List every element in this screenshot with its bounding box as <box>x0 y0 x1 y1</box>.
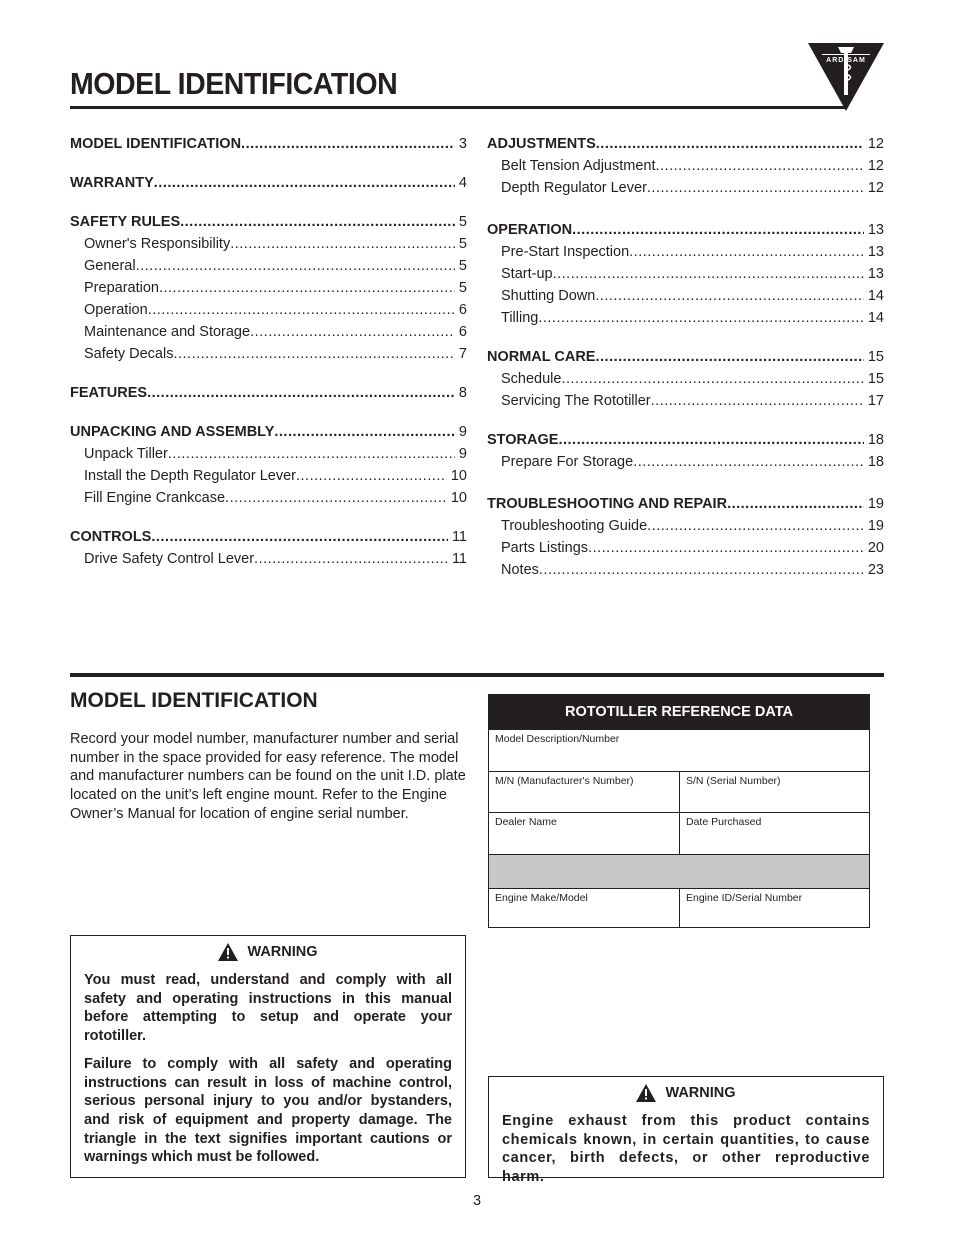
toc-entry-page: 6 <box>458 324 467 340</box>
toc-entry[interactable] <box>70 255 467 277</box>
toc-entry[interactable] <box>70 526 467 548</box>
toc-entry-page: 9 <box>458 446 467 462</box>
toc-entry[interactable] <box>487 559 884 581</box>
toc-entry-label: MODEL IDENTIFICATION <box>70 136 242 152</box>
toc-entry[interactable] <box>487 307 884 329</box>
toc-entry[interactable] <box>70 133 467 155</box>
reference-table-title: ROTOTILLER REFERENCE DATA <box>489 695 869 729</box>
toc-entry[interactable] <box>487 241 884 263</box>
toc-entry[interactable] <box>487 219 884 241</box>
ardisam-logo-icon <box>808 43 884 111</box>
page-number: 3 <box>472 1193 482 1209</box>
serial-number-field[interactable]: S/N (Serial Number) <box>679 771 869 812</box>
toc-entry-page: 4 <box>458 175 467 191</box>
toc-entry-label: Fill Engine Crankcase <box>84 490 226 506</box>
toc-entry-label: UNPACKING AND ASSEMBLY <box>70 424 275 440</box>
toc-entry-page: 19 <box>867 518 884 534</box>
toc-entry[interactable] <box>487 493 884 515</box>
toc-entry-page: 13 <box>867 266 884 282</box>
engine-serial-field[interactable]: Engine ID/Serial Number <box>679 888 869 927</box>
warning-paragraph: Engine exhaust from this product contains chemicals known, in certain quantities, to cause cancer, birth defects, or other reproductive harm. <box>502 1113 870 1186</box>
toc-entry-page: 10 <box>450 490 467 506</box>
toc-entry-label: FEATURES <box>70 385 148 401</box>
toc-entry[interactable] <box>487 263 884 285</box>
section-heading: MODEL IDENTIFICATION <box>70 689 318 712</box>
reference-data-table <box>488 694 870 928</box>
toc-entry-page: 12 <box>867 180 884 196</box>
toc-entry[interactable] <box>70 343 467 365</box>
toc-entry-label: Servicing The Rototiller <box>501 393 651 409</box>
toc-entry[interactable] <box>487 390 884 412</box>
warning-triangle-icon <box>636 1084 656 1102</box>
toc-entry-page: 12 <box>867 136 884 152</box>
toc-entry-page: 23 <box>867 562 884 578</box>
toc-entry-label: Troubleshooting Guide <box>501 518 648 534</box>
toc-entry[interactable] <box>487 451 884 473</box>
toc-entry[interactable] <box>70 548 467 570</box>
warning-heading <box>502 1083 870 1103</box>
toc-entry-label: Shutting Down <box>501 288 596 304</box>
title-divider <box>70 106 846 109</box>
toc-entry-label: Operation <box>84 302 148 318</box>
dealer-name-field[interactable]: Dealer Name <box>489 812 679 854</box>
date-purchased-field[interactable]: Date Purchased <box>679 812 869 854</box>
toc-entry[interactable] <box>487 537 884 559</box>
toc-entry[interactable] <box>70 233 467 255</box>
toc-entry-label: NORMAL CARE <box>487 349 596 365</box>
intro-paragraph: Record your model number, manufacturer number and serial number in the space provided for easy reference. The model and manufacturer numbers can be found on the unit I.D. plate located on the unit’s left engine mount. Refer to the Engine Owner’s Manual for location of engine serial number. <box>70 731 466 822</box>
warning-title: WARNING <box>247 944 318 960</box>
toc-entry-page: 13 <box>867 244 884 260</box>
toc-entry[interactable] <box>70 211 467 233</box>
toc-entry[interactable] <box>487 429 884 451</box>
toc-entry-label: ADJUSTMENTS <box>487 136 596 152</box>
warning-heading <box>84 942 452 962</box>
toc-entry-label: Drive Safety Control Lever <box>84 551 255 567</box>
toc-entry-page: 19 <box>867 496 884 512</box>
warning-triangle-icon <box>218 943 238 961</box>
toc-entry-label: WARRANTY <box>70 175 154 191</box>
manufacturer-number-field[interactable]: M/N (Manufacturer's Number) <box>489 771 679 812</box>
toc-entry-label: Prepare For Storage <box>501 454 634 470</box>
toc-entry-page: 7 <box>458 346 467 362</box>
toc-entry-label: Start-up <box>501 266 553 282</box>
toc-entry-page: 15 <box>867 349 884 365</box>
toc-entry-label: Install the Depth Regulator Lever <box>84 468 296 484</box>
toc-entry-label: Owner's Responsibility <box>84 236 231 252</box>
logo-text: ARDISAM <box>826 57 866 64</box>
toc-entry-page: 9 <box>458 424 467 440</box>
toc-entry-label: STORAGE <box>487 432 559 448</box>
toc-entry[interactable] <box>70 487 467 509</box>
toc-entry[interactable] <box>487 346 884 368</box>
toc-entry[interactable] <box>70 443 467 465</box>
toc-entry[interactable] <box>487 155 884 177</box>
toc-entry-label: CONTROLS <box>70 529 152 545</box>
warning-title: WARNING <box>665 1085 736 1101</box>
toc-entry-label: TROUBLESHOOTING AND REPAIR <box>487 496 728 512</box>
section-divider <box>70 673 884 677</box>
toc-entry-page: 8 <box>458 385 467 401</box>
toc-entry-page: 17 <box>867 393 884 409</box>
toc-entry-label: Unpack Tiller <box>84 446 168 462</box>
toc-entry-label: Depth Regulator Lever <box>501 180 647 196</box>
toc-entry[interactable] <box>70 465 467 487</box>
toc-entry-page: 18 <box>867 432 884 448</box>
safety-warning-box <box>70 935 466 1178</box>
engine-make-model-field[interactable]: Engine Make/Model <box>489 888 679 927</box>
toc-entry-page: 15 <box>867 371 884 387</box>
toc-entry-page: 5 <box>458 280 467 296</box>
toc-entry[interactable] <box>487 515 884 537</box>
toc-entry-label: SAFETY RULES <box>70 214 181 230</box>
toc-entry[interactable] <box>70 277 467 299</box>
toc-right-column <box>487 133 884 581</box>
toc-entry-page: 6 <box>458 302 467 318</box>
warning-paragraph: Failure to comply with all safety and operating instructions can result in loss of machine control, serious personal injury to you and/or bystanders, and risk of equipment and property damage. The triangle in the text signifies important cautions or warnings which must be followed. <box>84 1055 452 1166</box>
toc-entry-page: 11 <box>451 529 467 545</box>
toc-entry-page: 5 <box>458 236 467 252</box>
toc-entry[interactable] <box>70 172 467 194</box>
toc-entry-page: 14 <box>867 288 884 304</box>
exhaust-warning-box <box>488 1076 884 1186</box>
toc-entry-page: 3 <box>458 136 467 152</box>
toc-entry-page: 14 <box>867 310 884 326</box>
toc-entry-page: 20 <box>867 540 884 556</box>
toc-entry[interactable] <box>70 299 467 321</box>
toc-entry-label: Preparation <box>84 280 159 296</box>
toc-entry[interactable] <box>487 133 884 155</box>
toc-entry-page: 10 <box>450 468 467 484</box>
toc-entry[interactable] <box>70 321 467 343</box>
toc-entry[interactable] <box>70 421 467 443</box>
page-title: MODEL IDENTIFICATION <box>70 66 398 101</box>
toc-entry-label: Schedule <box>501 371 562 387</box>
toc-left-column <box>70 133 467 570</box>
shaded-divider-row <box>489 854 869 889</box>
toc-entry-label: Maintenance and Storage <box>84 324 251 340</box>
toc-entry-page: 18 <box>867 454 884 470</box>
toc-entry-label: Tilling <box>501 310 539 326</box>
warning-paragraph: You must read, understand and comply with all safety and operating instructions in this manual before attempting to setup and operate your rototiller. <box>84 972 452 1045</box>
toc-entry-label: Belt Tension Adjustment <box>501 158 656 174</box>
toc-entry[interactable] <box>487 285 884 307</box>
toc-entry-page: 11 <box>451 551 467 567</box>
toc-entry-page: 12 <box>867 158 884 174</box>
toc-entry-label: Pre-Start Inspection <box>501 244 630 260</box>
toc-entry-label: OPERATION <box>487 222 573 238</box>
toc-entry-page: 5 <box>458 214 467 230</box>
toc-entry-label: General <box>84 258 136 274</box>
toc-entry[interactable] <box>487 177 884 199</box>
toc-entry[interactable] <box>487 368 884 390</box>
toc-entry-label: Notes <box>501 562 539 578</box>
toc-entry-page: 13 <box>867 222 884 238</box>
toc-entry[interactable] <box>70 382 467 404</box>
model-description-field[interactable]: Model Description/Number <box>489 729 869 771</box>
toc-entry-label: Parts Listings <box>501 540 589 556</box>
toc-entry-page: 5 <box>458 258 467 274</box>
toc-entry-label: Safety Decals <box>84 346 174 362</box>
